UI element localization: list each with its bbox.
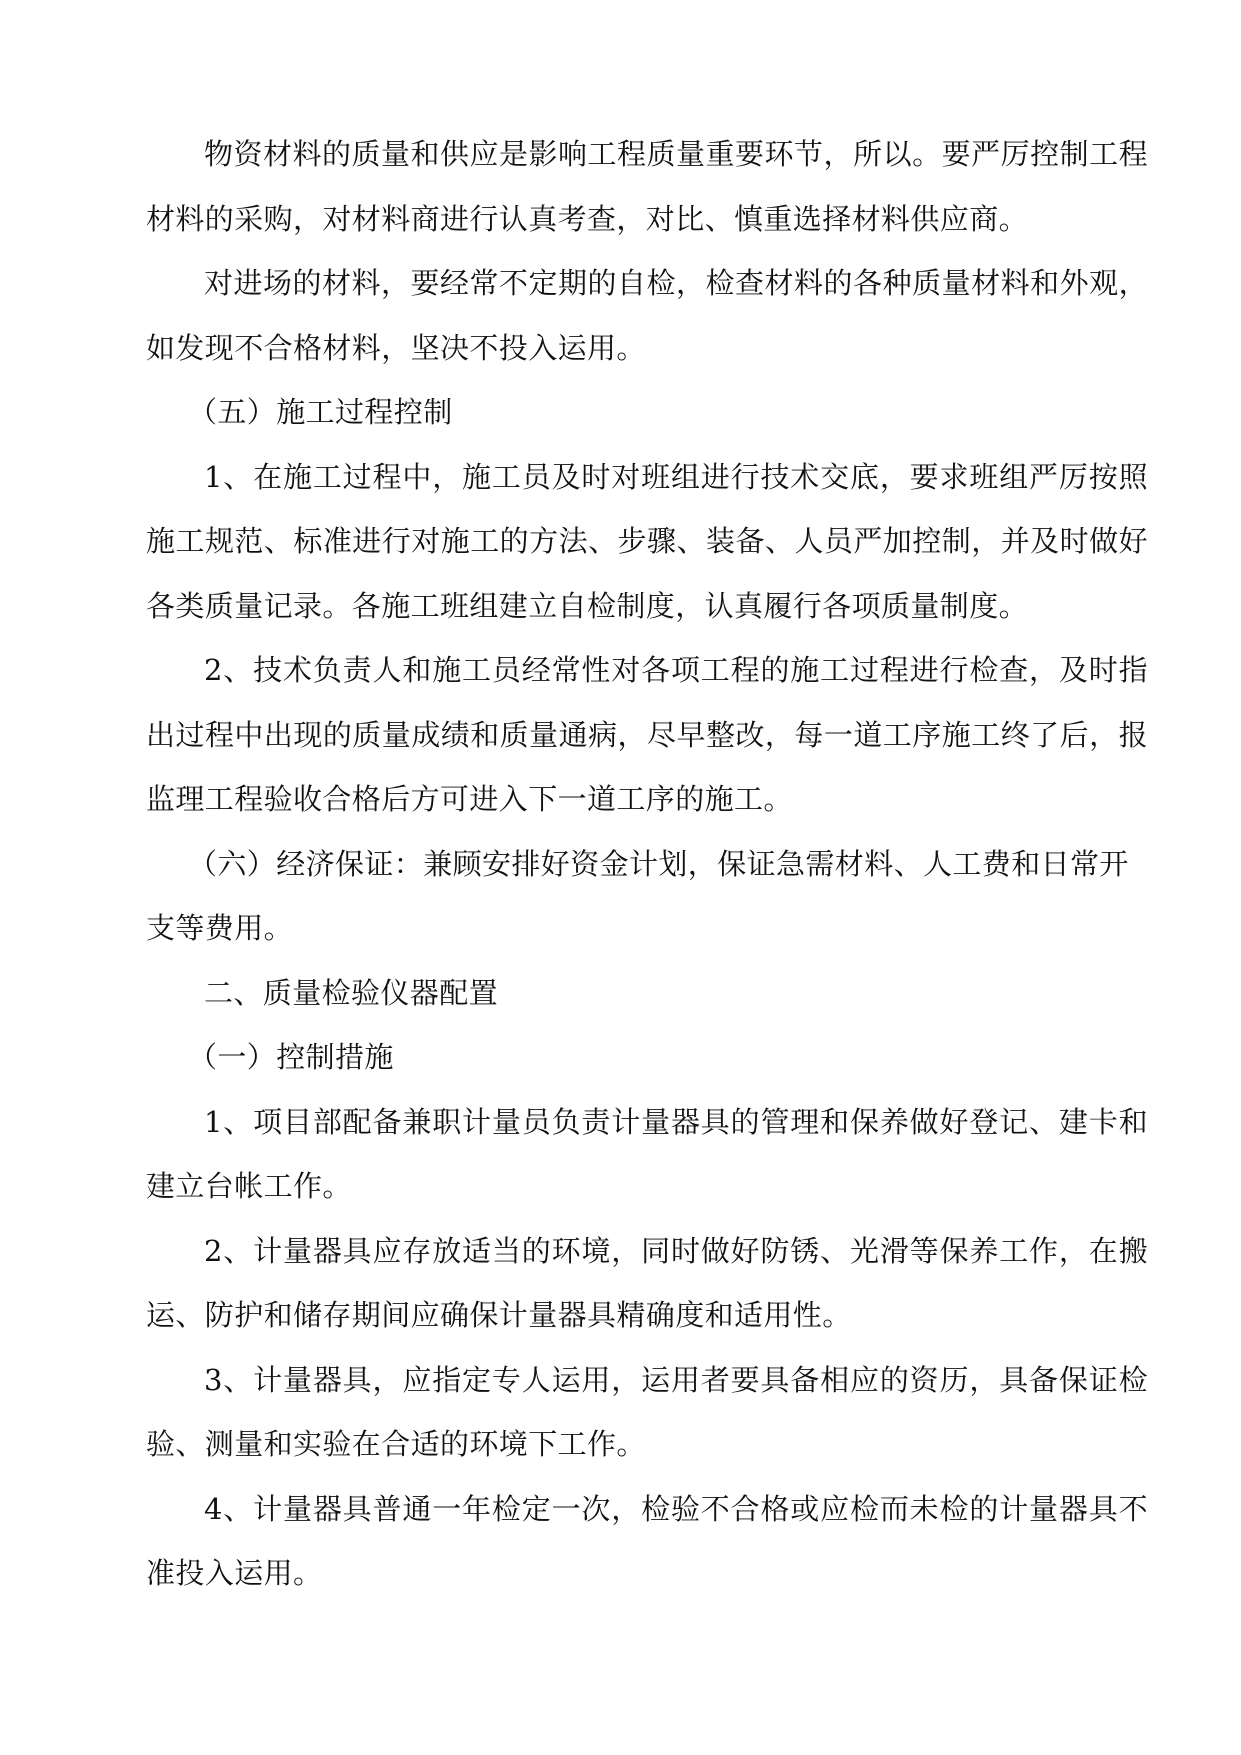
- paragraph-measure-item-4: 4、计量器具普通一年检定一次，检验不合格或应检而未检的计量器具不准投入运用。: [146, 1491, 1148, 1590]
- paragraph-incoming-inspection: 对进场的材料，要经常不定期的自检，检查材料的各种质量材料和外观，如发现不合格材料，坚决不投入运用。: [146, 266, 1148, 365]
- document-body: [146, 122, 1148, 1606]
- heading-construction-process-control: （五）施工过程控制: [188, 395, 453, 429]
- paragraph-measure-item-2: 2、计量器具应存放适当的环境，同时做好防锈、光滑等保养工作，在搬运、防护和储存期间应确保计量器具精确度和适用性。: [146, 1233, 1148, 1332]
- paragraph-economic-guarantee: （六）经济保证：兼顾安排好资金计划，保证急需材料、人工费和日常开支等费用。: [146, 846, 1129, 945]
- heading-inspection-instruments: 二、质量检验仪器配置: [204, 975, 499, 1010]
- paragraph-material-quality: 物资材料的质量和供应是影响工程质量重要环节，所以。要严厉控制工程材料的采购，对材料商进行认真考查，对比、慎重选择材料供应商。: [146, 137, 1148, 236]
- heading-control-measures: （一）控制措施: [188, 1040, 394, 1074]
- paragraph-measure-item-1: 1、项目部配备兼职计量员负责计量器具的管理和保养做好登记、建卡和建立台帐工作。: [146, 1104, 1148, 1203]
- paragraph-process-item-2: 2、技术负责人和施工员经常性对各项工程的施工过程进行检查，及时指出过程中出现的质量成绩和质量通病，尽早整改，每一道工序施工终了后，报监理工程验收合格后方可进入下一道工序的施工。: [146, 653, 1148, 816]
- paragraph-measure-item-3: 3、计量器具，应指定专人运用，运用者要具备相应的资历，具备保证检验、测量和实验在合适的环境下工作。: [146, 1362, 1148, 1461]
- paragraph-process-item-1: 1、在施工过程中，施工员及时对班组进行技术交底，要求班组严厉按照施工规范、标准进行对施工的方法、步骤、装备、人员严加控制，并及时做好各类质量记录。各施工班组建立自检制度，认真履行各项质量制度。: [146, 459, 1148, 623]
